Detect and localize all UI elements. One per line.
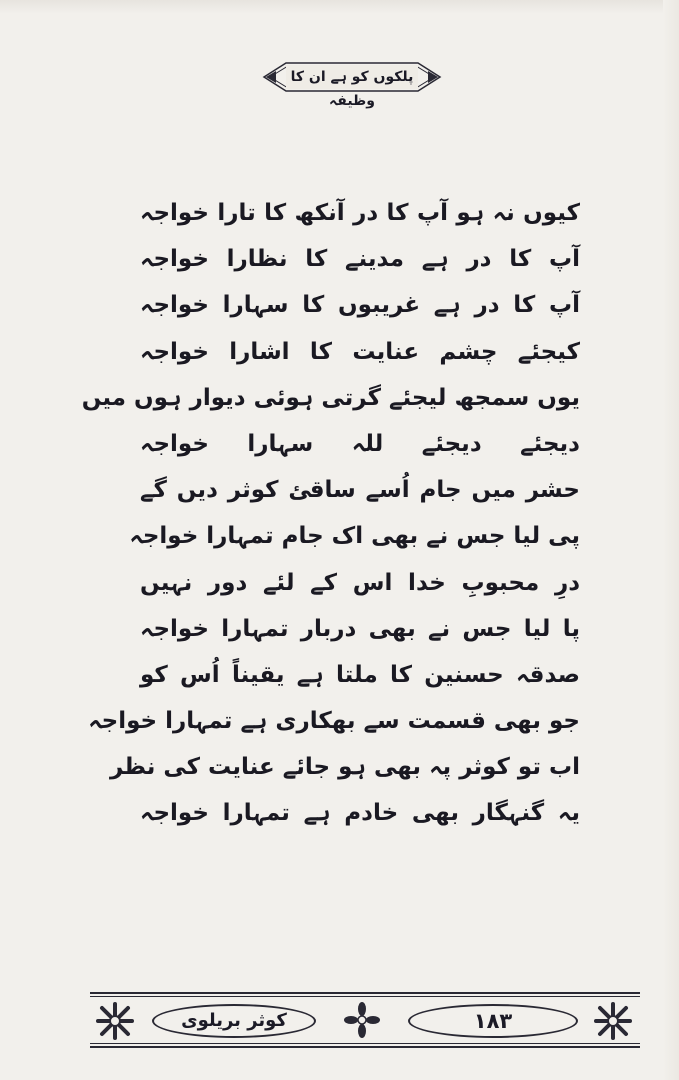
- footer-rule: [90, 996, 640, 997]
- running-header-title: پلکوں کو ہے ان کا وظیفہ: [286, 65, 418, 89]
- verse-line: جو بھی قسمت سے بھکاری ہے تمہارا خواجہ: [88, 708, 580, 735]
- poem: [81, 190, 580, 837]
- verse-line: یہ گنہگار بھی خادم ہے تمہارا خواجہ: [140, 800, 580, 827]
- verse-line: یوں سمجھ لیجئے گرتی ہوئی دیوار ہوں میں: [81, 384, 580, 411]
- verse-line: دیجئے دیجئے للہ سہارا خواجہ: [140, 430, 580, 457]
- verse-line: اب تو کوثر پہ بھی ہو جائے عنایت کی نظر: [110, 754, 580, 781]
- footer-rule: [90, 992, 640, 994]
- verse-line: حشر میں جام اُسے ساقئ کوثر دیں گے: [140, 477, 580, 504]
- asterisk-star-icon: [94, 1000, 136, 1042]
- verse-line: کیوں نہ ہو آپ کا در آنکھ کا تارا خواجہ: [140, 200, 580, 226]
- verse-line: صدقہ حسنین کا ملتا ہے یقیناً اُس کو: [140, 661, 580, 688]
- header-ornament: [262, 60, 442, 109]
- verse-line: درِ محبوبِ خدا اس کے لئے دور نہیں: [140, 569, 580, 596]
- footer-rule: [90, 1046, 640, 1048]
- verse-line: پی لیا جس نے بھی اک جام تمہارا خواجہ: [129, 523, 580, 550]
- page-edge-right: [663, 0, 679, 1080]
- verse-line: آپ کا در ہے مدینے کا نظارا خواجہ: [140, 246, 580, 273]
- page-number-badge: ١٨٣: [408, 1004, 578, 1038]
- asterisk-star-icon: [592, 1000, 634, 1042]
- page-edge-top: [0, 0, 679, 14]
- page-footer: [90, 992, 640, 1050]
- poet-name-badge: کوثر بریلوی: [152, 1004, 316, 1038]
- flower-icon: [344, 1002, 380, 1038]
- verse-line: کیجئے چشم عنایت کا اشارا خواجہ: [140, 338, 580, 365]
- footer-rule: [90, 1043, 640, 1044]
- verse-line: آپ کا در ہے غریبوں کا سہارا خواجہ: [140, 292, 580, 319]
- verse-line: پا لیا جس نے بھی دربار تمہارا خواجہ: [140, 615, 580, 642]
